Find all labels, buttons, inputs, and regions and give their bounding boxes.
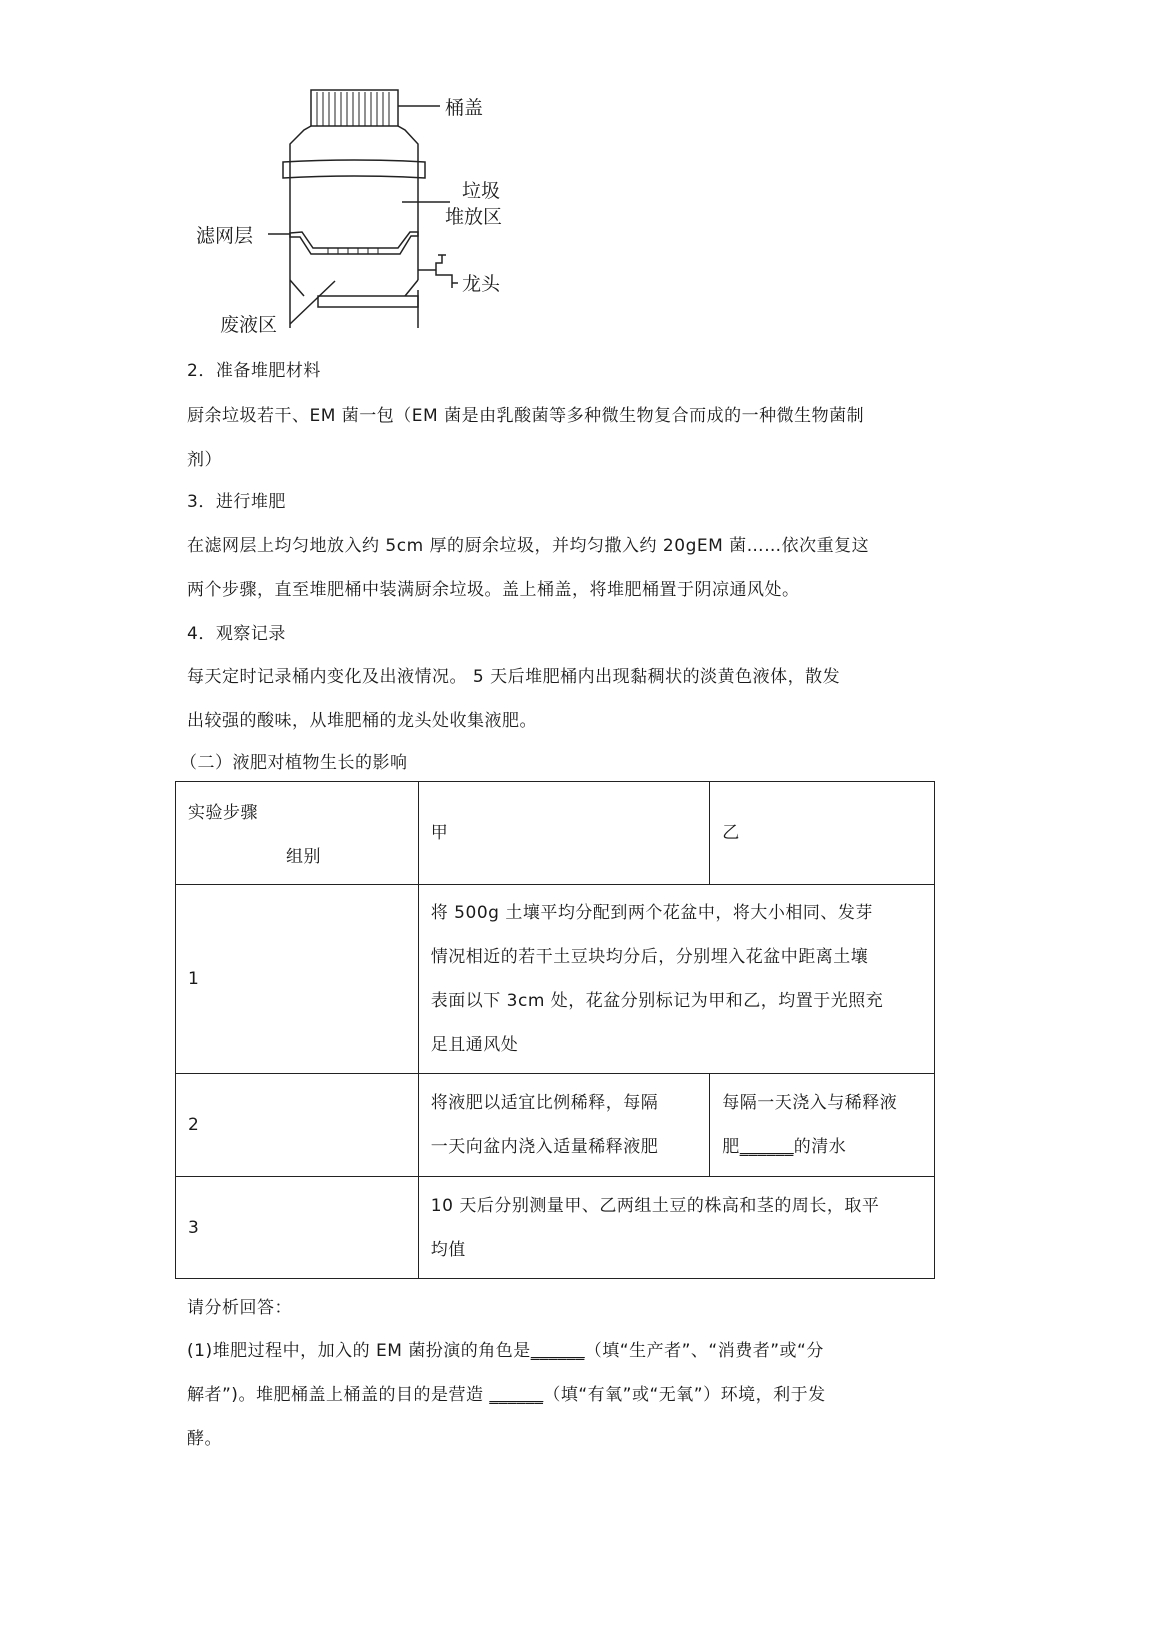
cell-line <box>722 1125 922 1169</box>
paragraph-line: 每天定时记录桶内变化及出液情况。 5 天后堆肥桶内出现黏稠状的淡黄色液体，散发 <box>187 667 841 687</box>
text: （填“生产者”、“消费者”或“分 <box>584 1341 824 1361</box>
step-cell: 1 <box>176 885 419 1074</box>
cell-line: 情况相近的若干土豆块均分后，分别埋入花盆中距离土壤 <box>430 947 869 967</box>
step-cell: 2 <box>176 1074 419 1177</box>
text: (1)堆肥过程中，加入的 EM 菌扮演的角色是 <box>187 1341 531 1361</box>
table-row <box>176 885 935 1074</box>
text: （填“有氧”或“无氧”）环境，利于发 <box>543 1385 826 1405</box>
bucket-base <box>318 296 418 307</box>
cell-line: 表面以下 3cm 处，花盆分别标记为甲和乙，均置于光照充 <box>430 991 884 1011</box>
section-heading: 4．观察记录 <box>187 624 286 644</box>
label-garbage-area-1: 垃圾 <box>462 180 501 202</box>
fill-blank[interactable]: ______ <box>489 1385 544 1405</box>
questions-intro: 请分析回答： <box>187 1298 292 1318</box>
header-step-label: 实验步骤 <box>188 803 258 823</box>
section-heading: 2．准备堆肥材料 <box>187 361 321 381</box>
paragraph-line: 剂） <box>187 450 222 470</box>
table-row <box>176 1074 935 1177</box>
paragraph-line: 两个步骤，直至堆肥桶中装满厨余垃圾。盖上桶盖，将堆肥桶置于阴凉通风处。 <box>187 580 800 600</box>
fill-blank[interactable]: ______ <box>530 1341 585 1361</box>
col-a-cell <box>418 1074 710 1177</box>
cell-line: 一天向盆内浇入适量稀释液肥 <box>430 1137 659 1157</box>
cell-line: 将 500g 土壤平均分配到两个花盆中，将大小相同、发芽 <box>430 903 873 923</box>
header-col-a: 甲 <box>418 782 710 885</box>
paragraph-line: 在滤网层上均匀地放入约 5cm 厚的厨余垃圾，并均匀撒入约 20gEM 菌……依次重复这 <box>187 536 870 556</box>
tap <box>418 255 452 288</box>
experiment-table <box>175 781 935 1279</box>
text: 解者”)。堆肥桶盖上桶盖的目的是营造 <box>187 1385 490 1405</box>
filter-layer <box>290 232 418 254</box>
label-filter-layer: 滤网层 <box>196 225 254 247</box>
label-tap: 龙头 <box>462 273 501 295</box>
bucket-lid <box>311 90 398 126</box>
bucket-band <box>283 160 425 178</box>
cell-line: 均值 <box>430 1239 466 1260</box>
header-diagonal-cell <box>176 782 419 885</box>
cell-line: 10 天后分别测量甲、乙两组土豆的株高和茎的周长，取平 <box>430 1195 880 1216</box>
label-lid: 桶盖 <box>445 97 484 119</box>
merged-cell <box>418 885 934 1074</box>
merged-cell <box>418 1177 934 1279</box>
col-b-cell <box>710 1074 935 1177</box>
fill-blank[interactable]: ______ <box>739 1137 794 1157</box>
label-garbage-area-2: 堆放区 <box>445 206 503 228</box>
paragraph-line: 出较强的酸味，从堆肥桶的龙头处收集液肥。 <box>187 711 537 731</box>
question-1-line-2 <box>187 1380 826 1405</box>
question-1-line-1 <box>187 1336 824 1361</box>
table-row <box>176 1177 935 1279</box>
question-1-line-3: 酵。 <box>187 1429 222 1449</box>
section-heading: 3．进行堆肥 <box>187 492 286 512</box>
part-two-title: （二）液肥对植物生长的影响 <box>180 753 408 773</box>
bucket-body <box>290 126 418 328</box>
compost-bucket-diagram <box>180 80 520 340</box>
cell-line: 每隔一天浇入与稀释液 <box>722 1093 898 1113</box>
cell-line: 足且通风处 <box>430 1035 519 1055</box>
header-group-label: 组别 <box>286 847 321 867</box>
label-waste-liquid-area: 废液区 <box>220 314 278 336</box>
paragraph-line: 厨余垃圾若干、EM 菌一包（EM 菌是由乳酸菌等多种微生物复合而成的一种微生物菌制 <box>187 406 865 426</box>
text: 的清水 <box>793 1137 847 1157</box>
step-cell: 3 <box>176 1177 419 1279</box>
cell-line: 将液肥以适宜比例稀释，每隔 <box>430 1093 659 1113</box>
header-col-b: 乙 <box>710 782 935 885</box>
table-header-row <box>176 782 935 885</box>
text: 肥 <box>722 1137 740 1157</box>
